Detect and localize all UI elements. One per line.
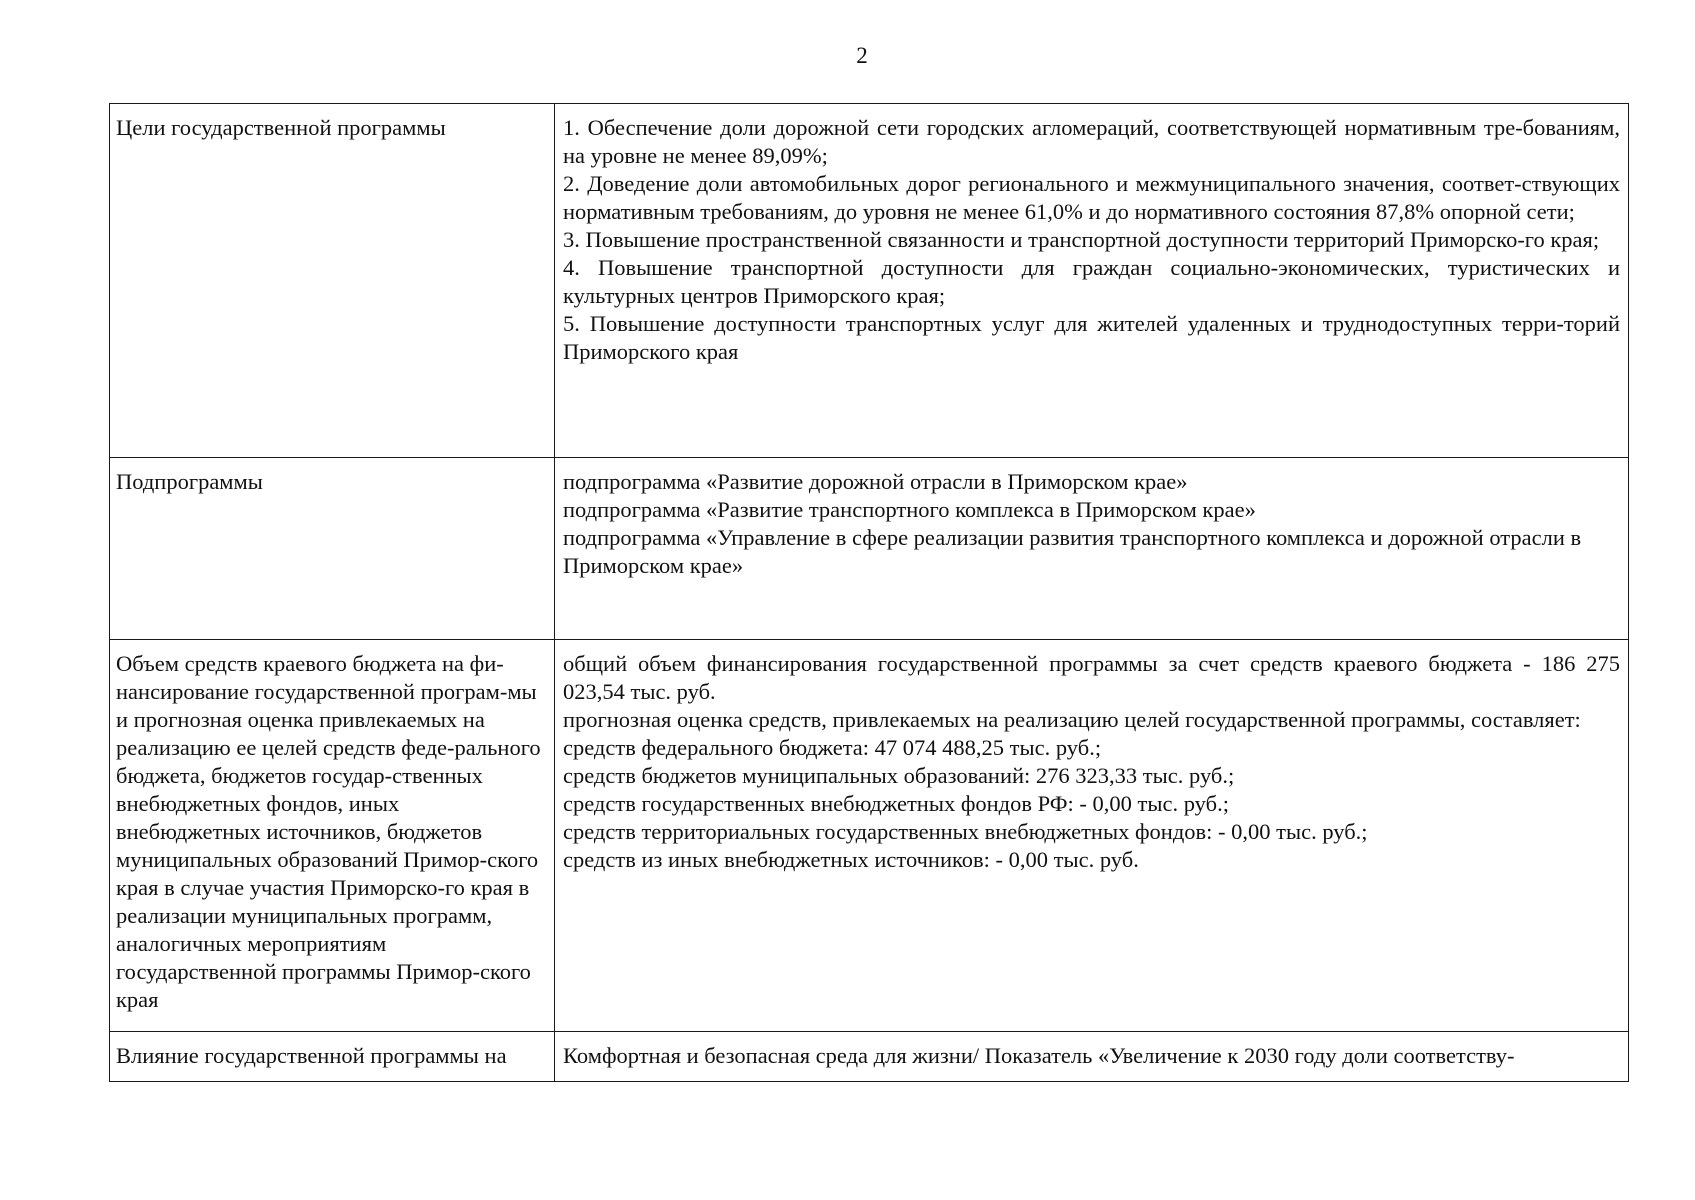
goals-label: Цели государственной программы <box>110 104 555 458</box>
goal-item-2: 2. Доведение доли автомобильных дорог регионального и межмуниципального значения, соответ-ствующих нормативным требованиям, до уровня не менее 61,0% и до нормативного состояния 87,8% опорной сети; <box>563 171 1620 224</box>
budget-value <box>555 640 1629 1032</box>
budget-item-forecast: прогнозная оценка средств, привлекаемых на реализацию целей государственной программы, составляет: <box>563 707 1581 732</box>
subprogram-item-2: подпрограмма «Развитие транспортного комплекса в Приморском крае» <box>563 497 1256 522</box>
budget-item-federal: средств федерального бюджета: 47 074 488,25 тыс. руб.; <box>563 735 1102 760</box>
goal-item-5: 5. Повышение доступности транспортных услуг для жителей удаленных и труднодоступных терри-торий Приморского края <box>563 311 1620 364</box>
goal-item-1: 1. Обеспечение доли дорожной сети городских агломераций, соответствующей нормативным тре-бованиям, на уровне не менее 89,09%; <box>563 115 1620 168</box>
goals-value <box>555 104 1629 458</box>
budget-item-total: общий объем финансирования государственной программы за счет средств краевого бюджета - 186 275 023,54 тыс. руб. <box>563 651 1620 704</box>
subprograms-label: Подпрограммы <box>110 458 555 640</box>
page-number: 2 <box>856 43 868 68</box>
subprograms-value <box>555 458 1629 640</box>
table-row-influence <box>110 1032 1629 1082</box>
goal-item-3: 3. Повышение пространственной связанности и транспортной доступности территорий Приморско-го края; <box>563 227 1600 252</box>
table-row-subprograms <box>110 458 1629 640</box>
goal-item-4: 4. Повышение транспортной доступности для граждан социально-экономических, туристических и культурных центров Приморского края; <box>563 255 1620 308</box>
budget-label: Объем средств краевого бюджета на фи-нансирование государственной програм-мы и прогнозная оценка привлекаемых на реализацию ее целей средств феде-рального бюджета, бюджетов государ-ственных внебюджетных фондов, иных внебюджетных источников, бюджетов муниципальных образований Примор-ского края в случае участия Приморско-го края в реализации муниципальных программ, аналогичных мероприятиям государственной программы Примор-ского края <box>110 640 555 1032</box>
budget-item-municipal: средств бюджетов муниципальных образований: 276 323,33 тыс. руб.; <box>563 763 1235 788</box>
subprogram-item-1: подпрограмма «Развитие дорожной отрасли в Приморском крае» <box>563 469 1188 494</box>
influence-value: Комфортная и безопасная среда для жизни/ Показатель «Увеличение к 2030 году доли соответству- <box>555 1032 1629 1082</box>
program-passport-table <box>109 103 1629 1082</box>
subprogram-item-3: подпрограмма «Управление в сфере реализации развития транспортного комплекса и дорожной отрасли в Приморском крае» <box>563 525 1582 578</box>
table-row-budget <box>110 640 1629 1032</box>
budget-item-other-sources: средств из иных внебюджетных источников: - 0,00 тыс. руб. <box>563 847 1139 872</box>
budget-item-territorial-funds: средств территориальных государственных внебюджетных фондов: - 0,00 тыс. руб.; <box>563 819 1368 844</box>
influence-label: Влияние государственной программы на <box>110 1032 555 1082</box>
table-row-goals <box>110 104 1629 458</box>
budget-item-state-funds: средств государственных внебюджетных фондов РФ: - 0,00 тыс. руб.; <box>563 791 1229 816</box>
